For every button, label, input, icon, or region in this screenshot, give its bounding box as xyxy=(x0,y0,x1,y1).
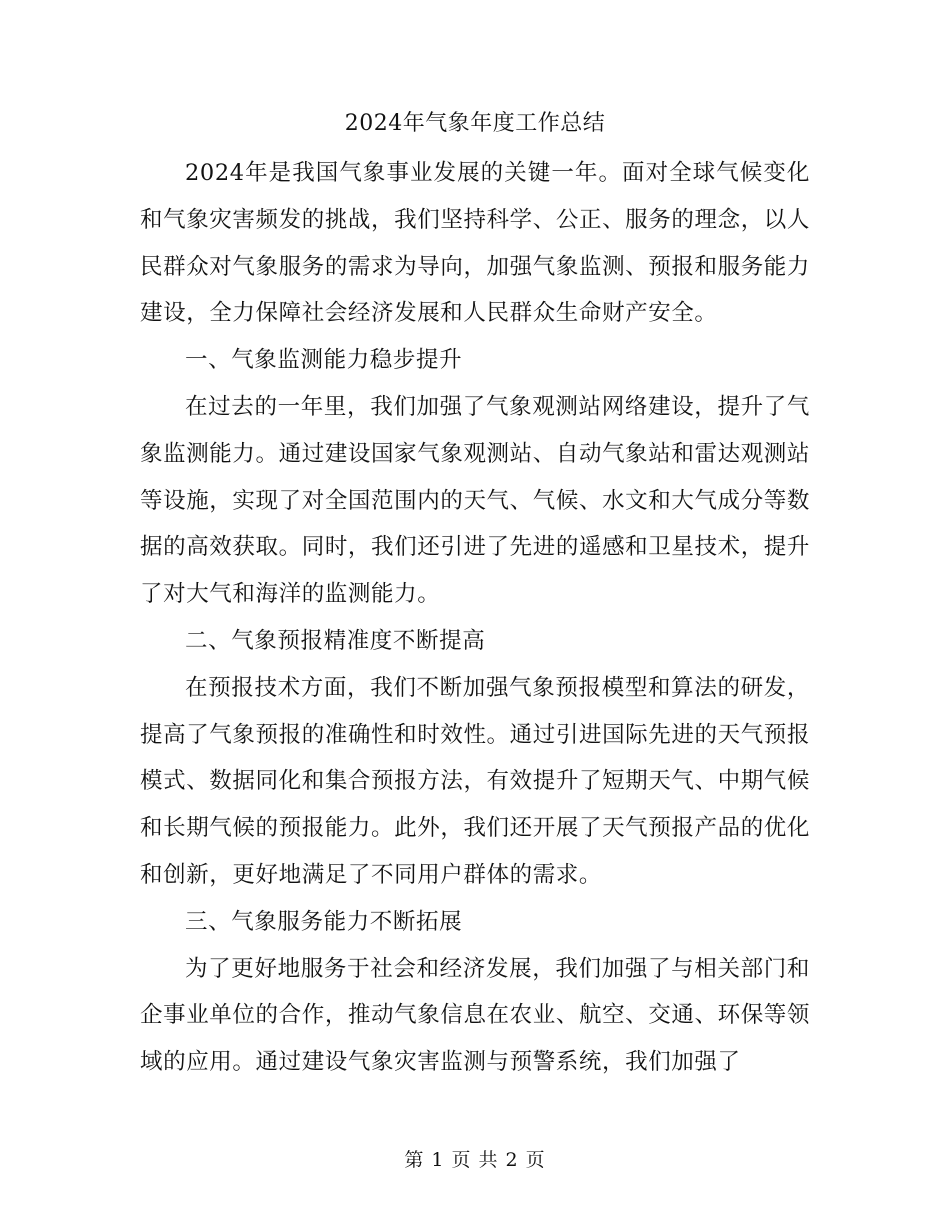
intro-paragraph: 2024年是我国气象事业发展的关键一年。面对全球气候变化和气象灾害频发的挑战，我们坚持科学、公正、服务的理念，以人民群众对气象服务的需求为导向，加强气象监测、预报和服务能力建设，全力保障社会经济发展和人民群众生命财产安全。 xyxy=(140,160,810,327)
section-paragraph-1: 在过去的一年里，我们加强了气象观测站网络建设，提升了气象监测能力。通过建设国家气象观测站、自动气象站和雷达观测站等设施，实现了对全国范围内的天气、气候、水文和大气成分等数据的高效获取。同时，我们还引进了先进的遥感和卫星技术，提升了对大气和海洋的监测能力。 xyxy=(140,393,810,608)
page-number-footer: 第 1 页 共 2 页 xyxy=(404,1149,546,1171)
document-body xyxy=(140,150,810,1086)
section-paragraph-3: 为了更好地服务于社会和经济发展，我们加强了与相关部门和企事业单位的合作，推动气象信息在农业、航空、交通、环保等领域的应用。通过建设气象灾害监测与预警系统，我们加强了 xyxy=(140,955,810,1076)
section-heading-2: 二、气象预报精准度不断提高 xyxy=(185,627,486,654)
section-paragraph-2: 在预报技术方面，我们不断加强气象预报模型和算法的研发，提高了气象预报的准确性和时效性。通过引进国际先进的天气预报模式、数据同化和集合预报方法，有效提升了短期天气、中期气候和长期气候的预报能力。此外，我们还开展了天气预报产品的优化和创新，更好地满足了不同用户群体的需求。 xyxy=(140,674,810,888)
section-heading-3: 三、气象服务能力不断拓展 xyxy=(185,908,463,935)
document-title: 2024年气象年度工作总结 xyxy=(344,111,606,136)
section-heading-1: 一、气象监测能力稳步提升 xyxy=(185,347,463,374)
